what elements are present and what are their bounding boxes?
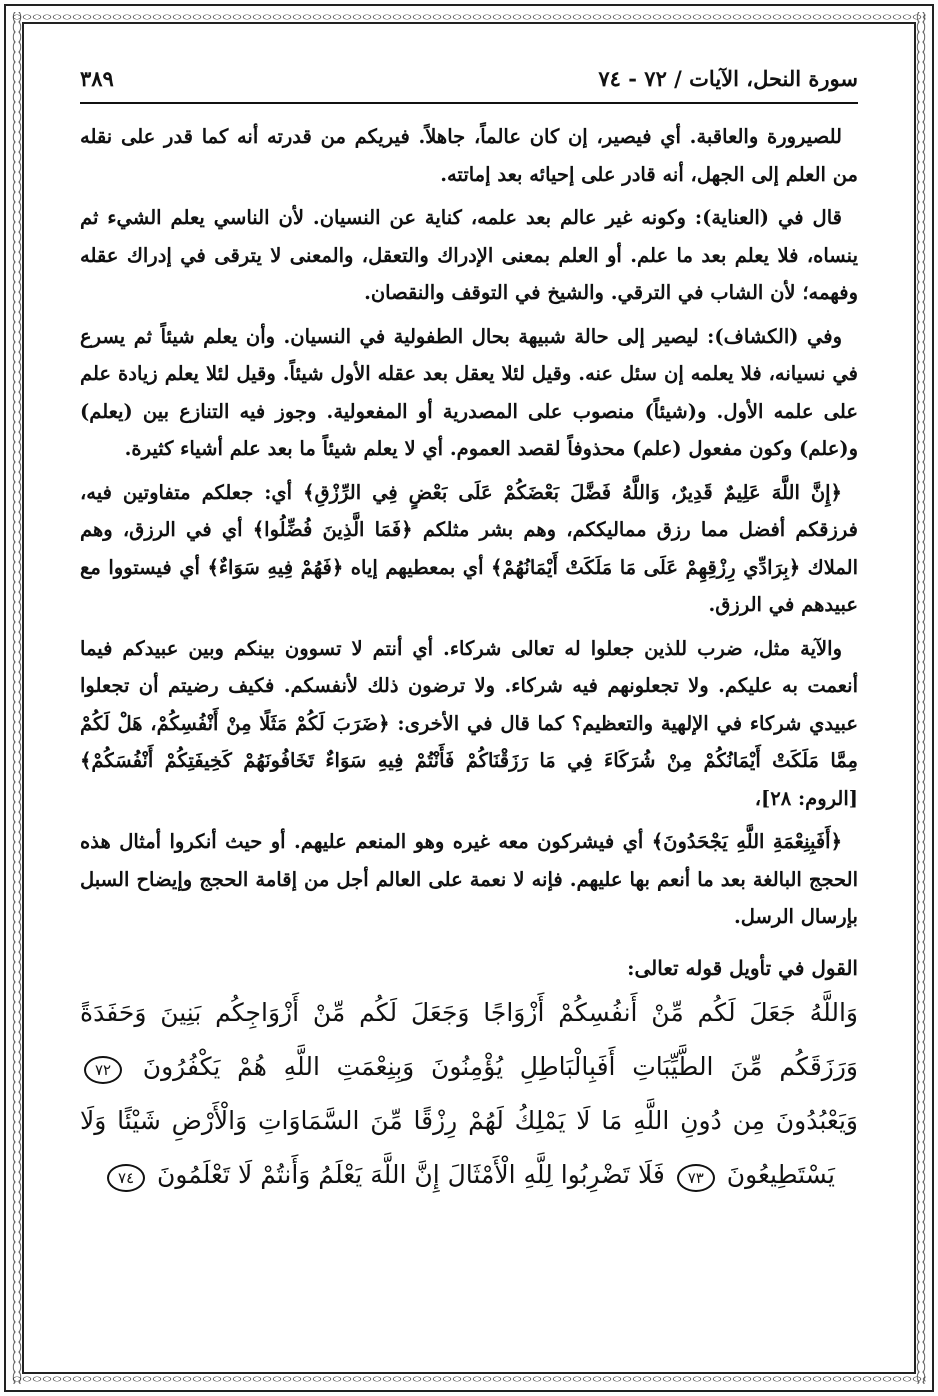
paragraph: وفي (الكشاف): ليصير إلى حالة شبيهة بحال الطفولية في النسيان. وأن يعلم شيئاً ثم يسرع في نسيانه، فلا يعلمه إن سئل عنه. وقيل لئلا يعقل بعد عقله الأول شيئاً. وقيل لئلا يعلم زيادة علم على علمه الأول. و(شيئاً) منصوب على المصدرية أو المفعولية. وجوز فيه التنازع بين (يعلم) و(علم) وكون مفعول (علم) محذوفاً لقصد العموم. أي لا يعلم شيئاً ما بعد علم أشياء كثيرة. bbox=[80, 324, 858, 460]
page-content bbox=[80, 62, 858, 1336]
page-header bbox=[80, 62, 858, 104]
surah-title: سورة النحل، الآيات / ٧٢ - ٧٤ bbox=[598, 66, 858, 91]
commentary-body bbox=[80, 118, 858, 936]
verse-74: فَلَا تَضْرِبُوا لِلَّهِ الْأَمْثَالَ إِنَّ اللَّهَ يَعْلَمُ وَأَنتُمْ لَا تَعْلَمُونَ bbox=[157, 1159, 665, 1189]
ayah-number-74: ٧٤ bbox=[107, 1164, 145, 1192]
paragraph: قال في (العناية): وكونه غير عالم بعد علمه، كناية عن النسيان. لأن الناسي يعلم الشيء ثم ينساه، فلا يعلم بعد ما علم. أو العلم بمعنى الإدراك والتعقل، والمعنى لا يترقى في إدراك عقله وفهمه؛ لأن الشاب في الترقي. والشيخ في التوقف والنقصان. bbox=[80, 206, 858, 304]
right-chain-border bbox=[914, 12, 928, 1384]
paragraph: ﴿أَفَبِنِعْمَةِ اللَّهِ يَجْحَدُونَ﴾ أي فيشركون معه غيره وهو المنعم عليهم. أو حيث أنكروا أمثال هذه الحجج البالغة بعد ما أنعم بها عليهم. فإنه لا نعمة على العالم أجل من إقامة الحجج وإيضاح السبل بإرسال الرسل. bbox=[80, 830, 858, 928]
verse-73: وَيَعْبُدُونَ مِن دُونِ اللَّهِ مَا لَا يَمْلِكُ لَهُمْ رِزْقًا مِّنَ السَّمَاوَاتِ وَالْأَرْضِ شَيْئًا وَلَا يَسْتَطِيعُونَ bbox=[80, 1105, 858, 1189]
paragraph: ﴿إِنَّ اللَّهَ عَلِيمٌ قَدِيرٌ، وَاللَّهُ فَضَّلَ بَعْضَكُمْ عَلَى بَعْضٍ فِي الرِّزْقِ﴾ أي: جعلكم متفاوتين فيه، فرزقكم أفضل مما رزق مماليككم، وهم بشر مثلكم ﴿فَمَا الَّذِينَ فُضِّلُوا﴾ أي في الرزق، وهم الملاك ﴿بِرَادِّي رِزْقِهِمْ عَلَى مَا مَلَكَتْ أَيْمَانُهُمْ﴾ أي بمعطيهم إياه ﴿فَهُمْ فِيهِ سَوَاءٌ﴾ أي فيستووا مع عبيدهم في الرزق. bbox=[80, 480, 858, 616]
quran-verses bbox=[80, 986, 858, 1202]
section-heading: القول في تأويل قوله تعالى: bbox=[627, 955, 858, 980]
ayah-number-72: ٧٢ bbox=[84, 1056, 122, 1084]
verse-72: وَاللَّهُ جَعَلَ لَكُم مِّنْ أَنفُسِكُمْ أَزْوَاجًا وَجَعَلَ لَكُم مِّنْ أَزْوَاجِكُم بَنِينَ وَحَفَدَةً وَرَزَقَكُم مِّنَ الطَّيِّبَاتِ أَفَبِالْبَاطِلِ يُؤْمِنُونَ وَبِنِعْمَتِ اللَّهِ هُمْ يَكْفُرُونَ bbox=[80, 997, 858, 1081]
ayah-number-73: ٧٣ bbox=[677, 1164, 715, 1192]
paragraph: والآية مثل، ضرب للذين جعلوا له تعالى شركاء. أي أنتم لا تسوون بينكم وبين عبيدكم فيما أنعمت به عليكم. ولا تجعلونهم فيه شركاء. ولا ترضون ذلك لأنفسكم. فكيف رضيتم أن تجعلوا عبيدي شركاء في الإلهية والتعظيم؟ كما قال في الأخرى: ﴿ضَرَبَ لَكُمْ مَثَلًا مِنْ أَنْفُسِكُمْ، هَلْ لَكُمْ مِمَّا مَلَكَتْ أَيْمَانُكُمْ مِنْ شُرَكَاءَ فِي مَا رَزَقْنَاكُمْ فَأَنْتُمْ فِيهِ سَوَاءٌ تَخَافُونَهُمْ كَخِيفَتِكُمْ أَنْفُسَكُمْ﴾ [الروم: ٢٨]، bbox=[80, 636, 858, 810]
paragraph: للصيرورة والعاقبة. أي فيصير، إن كان عالماً، جاهلاً. فيريكم من قدرته أنه كما قدر على نقله من العلم إلى الجهل، أنه قادر على إحيائه بعد إماتته. bbox=[80, 125, 858, 186]
page-number: ٣٨٩ bbox=[80, 66, 114, 91]
bottom-chain-border bbox=[12, 1372, 926, 1386]
